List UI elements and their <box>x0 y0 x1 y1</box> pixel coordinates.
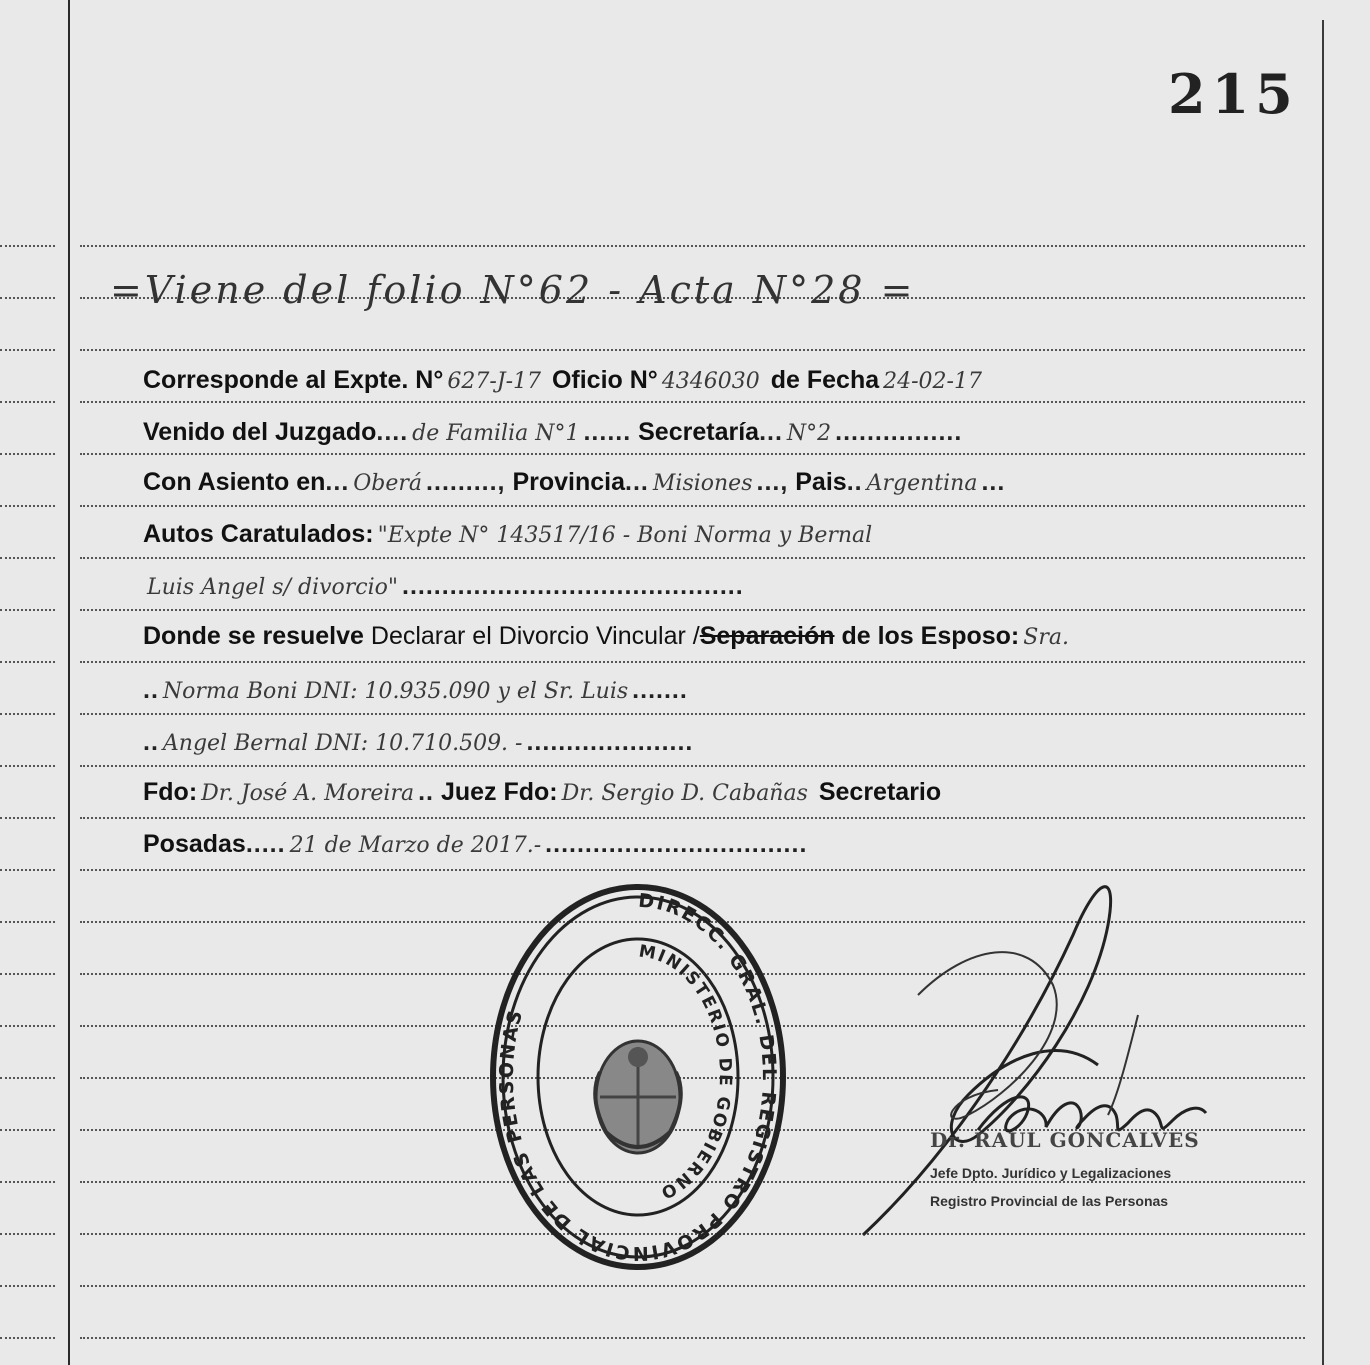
margin-ruled-line <box>0 1233 55 1235</box>
value-esposos: Sra. <box>1023 625 1069 650</box>
margin-ruled-line <box>0 297 55 299</box>
margin-ruled-line <box>0 713 55 715</box>
row-posadas: Posadas..... 21 de Marzo de 2017.- ................................. <box>143 830 808 858</box>
margin-ruled-line <box>0 453 55 455</box>
value-juzgado: de Familia N°1 <box>412 421 580 446</box>
value-pais: Argentina <box>866 471 978 496</box>
label-fdo: Fdo: <box>143 778 198 806</box>
text-separacion-struck: Separación <box>699 622 835 650</box>
value-fecha: 24-02-17 <box>883 369 982 394</box>
margin-ruled-line <box>0 1025 55 1027</box>
ruled-line <box>80 1337 1305 1339</box>
value-oficio: 4346030 <box>661 369 760 394</box>
label-juez-fdo: Juez Fdo: <box>440 778 558 806</box>
value-asiento: Oberá <box>353 471 423 496</box>
label-autos: Autos Caratulados: <box>143 520 374 548</box>
value-fecha-posadas: 21 de Marzo de 2017.- <box>289 833 542 858</box>
handwritten-signature <box>858 865 1238 1245</box>
label-secretario: Secretario <box>818 778 942 806</box>
label-posadas: Posadas <box>143 830 246 858</box>
label-provincia: Provincia <box>512 468 626 496</box>
left-margin-rule <box>68 0 70 1365</box>
value-esposa: Norma Boni DNI: 10.935.090 y el Sr. Luis <box>162 679 629 704</box>
margin-ruled-line <box>0 401 55 403</box>
row-esposa: .. Norma Boni DNI: 10.935.090 y el Sr. Luis ....... <box>143 676 688 704</box>
ruled-line <box>80 349 1305 351</box>
value-juez: Dr. José A. Moreira <box>201 781 415 806</box>
value-autos: "Expte N° 143517/16 - Boni Norma y Bernal <box>377 523 873 548</box>
margin-ruled-line <box>0 505 55 507</box>
seal-outer-text: DIRECC. GRAL. DEL REGISTRO PROVINCIAL DE LAS PERSONAS <box>495 889 780 1265</box>
row-juzgado: Venido del Juzgado.... de Familia N°1 ...... Secretaría... N°2 ................ <box>143 418 963 446</box>
margin-ruled-line <box>0 245 55 247</box>
label-esposos: de los Esposo: <box>841 622 1020 650</box>
margin-ruled-line <box>0 765 55 767</box>
margin-ruled-line <box>0 921 55 923</box>
label-fecha: de Fecha <box>770 366 880 394</box>
signer-name: Dr. RAUL GONCALVES <box>930 1128 1200 1152</box>
right-margin-rule <box>1322 20 1324 1365</box>
text-divorcio: Declarar el Divorcio Vincular / <box>370 622 700 650</box>
row-asiento: Con Asiento en... Oberá ........., Provincia... Misiones ..., Pais.. Argentina ... <box>143 468 1006 496</box>
ruled-line <box>80 245 1305 247</box>
value-autos-cont: Luis Angel s/ divorcio" <box>147 575 399 600</box>
row-firmas: Fdo: Dr. José A. Moreira .. Juez Fdo: Dr. Sergio D. Cabañas Secretario <box>143 778 942 806</box>
ruled-line <box>80 1285 1305 1287</box>
margin-ruled-line <box>0 973 55 975</box>
value-esposo: Angel Bernal DNI: 10.710.509. - <box>162 731 523 756</box>
margin-ruled-line <box>0 349 55 351</box>
official-seal <box>488 882 788 1272</box>
margin-ruled-line <box>0 609 55 611</box>
value-expte: 627-J-17 <box>447 369 542 394</box>
label-pais: Pais <box>795 468 847 496</box>
value-secretaria: N°2 <box>786 421 832 446</box>
label-oficio: Oficio N° <box>551 366 658 394</box>
margin-ruled-line <box>0 661 55 663</box>
seal-inner-text: MINISTERIO DE GOBIERNO <box>637 941 736 1204</box>
row-esposo: .. Angel Bernal DNI: 10.710.509. - ..................... <box>143 728 694 756</box>
row-resuelve <box>143 622 1233 662</box>
margin-ruled-line <box>0 557 55 559</box>
label-asiento: Con Asiento en <box>143 468 326 496</box>
row-autos <box>143 520 1233 560</box>
label-expte: Corresponde al Expte. N° <box>143 366 444 394</box>
margin-ruled-line <box>0 817 55 819</box>
row-expediente <box>143 366 1233 406</box>
heading-note: =Viene del folio N°62 - Acta N°28 = <box>110 268 916 312</box>
margin-ruled-line <box>0 1181 55 1183</box>
label-resuelve: Donde se resuelve <box>143 622 364 650</box>
value-secretario: Dr. Sergio D. Cabañas <box>561 781 808 806</box>
margin-ruled-line <box>0 1077 55 1079</box>
margin-ruled-line <box>0 1337 55 1339</box>
label-juzgado: Venido del Juzgado <box>143 418 377 446</box>
margin-ruled-line <box>0 1285 55 1287</box>
margin-ruled-line <box>0 1129 55 1131</box>
page-number: 215 <box>1168 62 1299 126</box>
margin-ruled-line <box>0 869 55 871</box>
signer-role-line2: Registro Provincial de las Personas <box>930 1193 1169 1209</box>
value-provincia: Misiones <box>652 471 753 496</box>
label-secretaria: Secretaría <box>638 418 760 446</box>
coat-of-arms-icon <box>595 1041 681 1153</box>
signer-role-line1: Jefe Dpto. Jurídico y Legalizaciones <box>930 1165 1172 1181</box>
row-autos-cont: Luis Angel s/ divorcio" ........................................... <box>147 572 744 600</box>
